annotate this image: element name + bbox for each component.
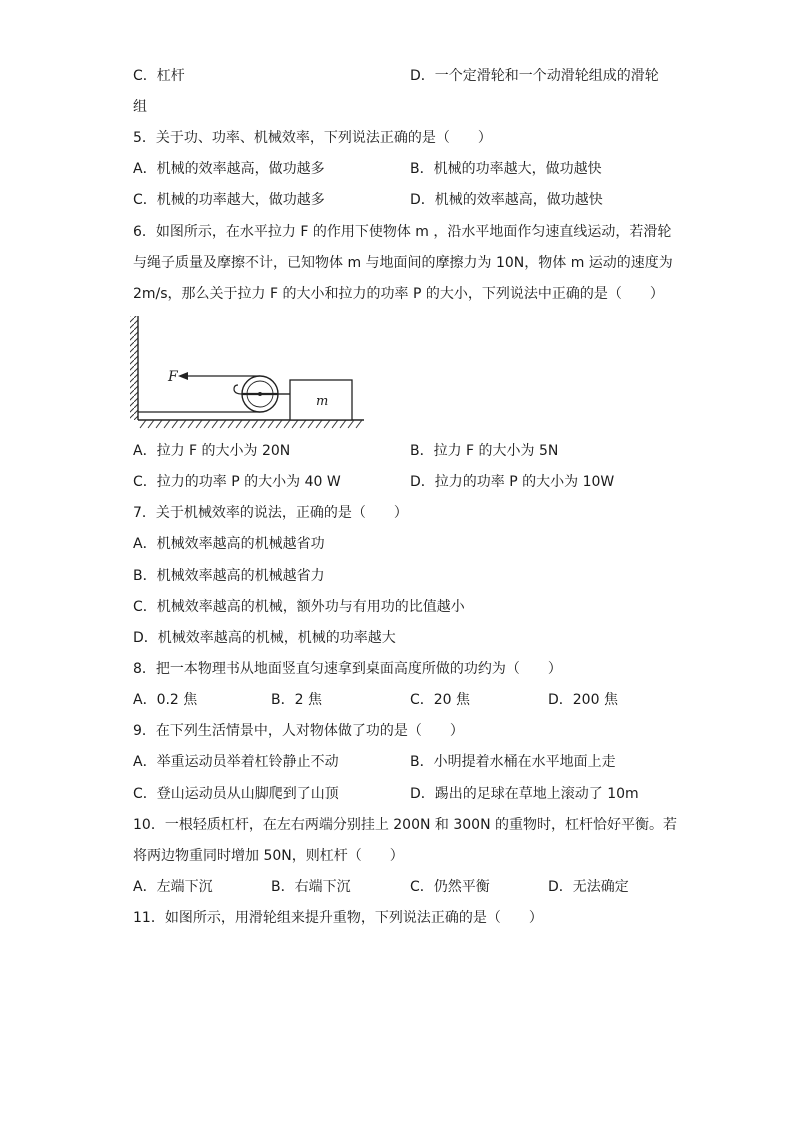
q6-stem-line2: 与绳子质量及摩擦不计，已知物体 m 与地面间的摩擦力为 10N，物体 m 运动的速度为: [133, 255, 673, 271]
force-arrow-icon: [178, 372, 188, 380]
q10-stem-line2: 将两边物重同时增加 50N，则杠杆（ ）: [133, 848, 404, 864]
q7-stem: 7．关于机械效率的说法，正确的是（ ）: [133, 505, 408, 521]
q6-option-a: A．拉力 F 的大小为 20N: [133, 443, 291, 459]
q10-stem-line1: 10．一根轻质杠杆，在左右两端分别挂上 200N 和 300N 的重物时，杠杆恰好平衡。若: [133, 817, 678, 833]
q10-option-c: C．仍然平衡: [410, 879, 490, 895]
q5-option-c: C．机械的功率越大，做功越多: [133, 192, 325, 208]
q9-option-c: C．登山运动员从山脚爬到了山顶: [133, 786, 339, 802]
q8-option-d: D．200 焦: [548, 692, 618, 708]
pulley-block-figure: [128, 312, 368, 436]
q6-option-b: B．拉力 F 的大小为 5N: [410, 443, 559, 459]
q10-option-d: D．无法确定: [548, 879, 629, 895]
q7-option-d: D．机械效率越高的机械，机械的功率越大: [133, 630, 396, 646]
q11-stem: 11．如图所示，用滑轮组来提升重物，下列说法正确的是（ ）: [133, 910, 543, 926]
q10-option-b: B．右端下沉: [271, 879, 351, 895]
q9-option-d: D．踢出的足球在草地上滚动了 10m: [410, 786, 639, 802]
q6-option-d: D．拉力的功率 P 的大小为 10W: [410, 474, 615, 490]
q6-stem-line1: 6．如图所示，在水平拉力 F 的作用下使物体 m ，沿水平地面作匀速直线运动，若滑轮: [133, 224, 672, 240]
q9-option-b: B．小明提着水桶在水平地面上走: [410, 754, 616, 770]
q6-stem-line3: 2m/s，那么关于拉力 F 的大小和拉力的功率 P 的大小，下列说法中正确的是（ ）: [133, 286, 664, 302]
wall-hatch: [130, 316, 138, 420]
q8-stem: 8．把一本物理书从地面竖直匀速拿到桌面高度所做的功约为（ ）: [133, 661, 562, 677]
ground-hatch: [140, 420, 362, 428]
q5-option-a: A．机械的效率越高，做功越多: [133, 161, 325, 177]
q4-option-d: D．一个定滑轮和一个动滑轮组成的滑轮: [410, 68, 659, 84]
q8-option-c: C．20 焦: [410, 692, 471, 708]
q10-option-a: A．左端下沉: [133, 879, 213, 895]
q9-option-a: A．举重运动员举着杠铃静止不动: [133, 754, 339, 770]
hook-icon: [234, 385, 242, 394]
q5-option-d: D．机械的效率越高，做功越快: [410, 192, 603, 208]
q4-option-d-wrap: 组: [133, 99, 147, 115]
q8-option-a: A．0.2 焦: [133, 692, 198, 708]
force-label: F: [168, 369, 178, 385]
q7-option-b: B．机械效率越高的机械越省力: [133, 568, 325, 584]
q5-option-b: B．机械的功率越大，做功越快: [410, 161, 602, 177]
q5-stem: 5．关于功、功率、机械效率，下列说法正确的是（ ）: [133, 130, 492, 146]
q4-option-c: C．杠杆: [133, 68, 185, 84]
q9-stem: 9．在下列生活情景中，人对物体做了功的是（ ）: [133, 723, 464, 739]
q8-option-b: B．2 焦: [271, 692, 322, 708]
q7-option-a: A．机械效率越高的机械越省功: [133, 536, 325, 552]
q7-option-c: C．机械效率越高的机械，额外功与有用功的比值越小: [133, 599, 465, 615]
q6-option-c: C．拉力的功率 P 的大小为 40 W: [133, 474, 341, 490]
block-label: m: [316, 394, 329, 409]
